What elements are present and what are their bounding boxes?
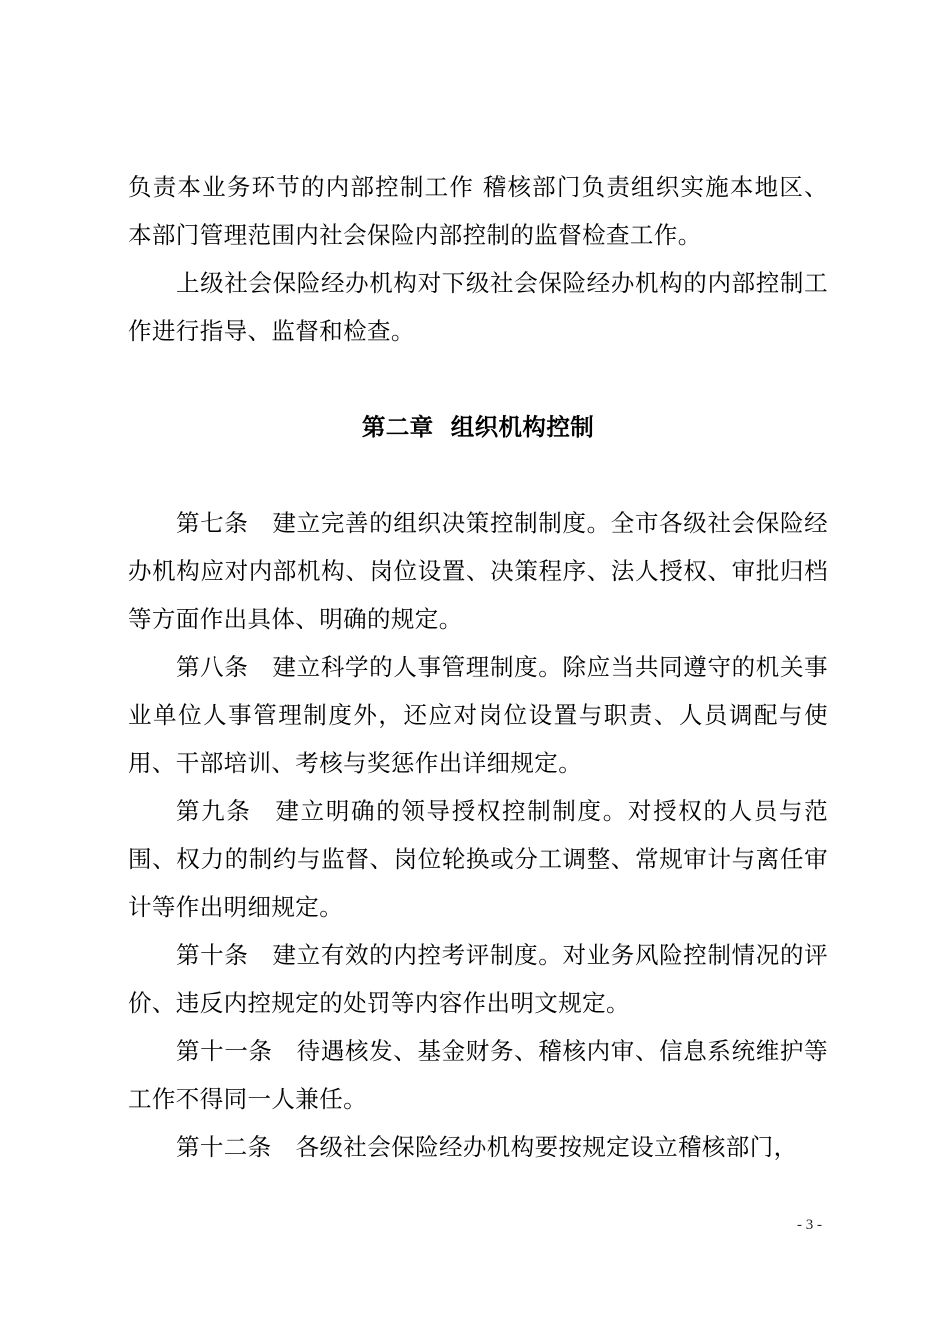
page-number: - 3 -	[797, 1217, 822, 1233]
article-7	[128, 499, 828, 643]
article-number: 第九条	[176, 797, 252, 825]
article-11	[128, 1027, 828, 1123]
paragraph-continuation	[128, 163, 828, 259]
spacer	[128, 355, 828, 403]
article-8	[128, 643, 828, 787]
article-number: 第十条	[176, 941, 249, 969]
article-text: 建立明确的领导授权控制制度。对授权的人员与范围、权力的制约与监督、岗位轮换或分工调整、常规审计与离任审计等作出明细规定。	[128, 797, 828, 921]
article-text: 待遇核发、基金财务、稽核内审、信息系统维护等工作不得同一人兼任。	[128, 1037, 828, 1113]
paragraph-supervision	[128, 259, 828, 355]
article-12	[128, 1123, 828, 1171]
paragraph-text: 上级社会保险经办机构对下级社会保险经办机构的内部控制工作进行指导、监督和检查。	[128, 269, 828, 345]
article-number: 第十二条	[176, 1133, 272, 1161]
article-text: 各级社会保险经办机构要按规定设立稽核部门，	[295, 1133, 798, 1161]
article-10	[128, 931, 828, 1027]
document-body	[128, 163, 828, 1171]
chapter-title: 第二章 组织机构控制	[361, 413, 595, 441]
article-number: 第十一条	[176, 1037, 273, 1065]
article-number: 第八条	[176, 653, 249, 681]
article-text: 建立科学的人事管理制度。除应当共同遵守的机关事业单位人事管理制度外，还应对岗位设置与职责、人员调配与使用、干部培训、考核与奖惩作出详细规定。	[128, 653, 829, 777]
paragraph-text: 负责本业务环节的内部控制工作 稽核部门负责组织实施本地区、本部门管理范围内社会保险内部控制的监督检查工作。	[128, 173, 828, 249]
spacer	[128, 451, 828, 499]
article-text: 建立完善的组织决策控制制度。全市各级社会保险经办机构应对内部机构、岗位设置、决策程序、法人授权、审批归档等方面作出具体、明确的规定。	[128, 509, 829, 633]
article-9	[128, 787, 828, 931]
article-number: 第七条	[176, 509, 249, 537]
article-text: 建立有效的内控考评制度。对业务风险控制情况的评价、违反内控规定的处罚等内容作出明文规定。	[128, 941, 829, 1017]
